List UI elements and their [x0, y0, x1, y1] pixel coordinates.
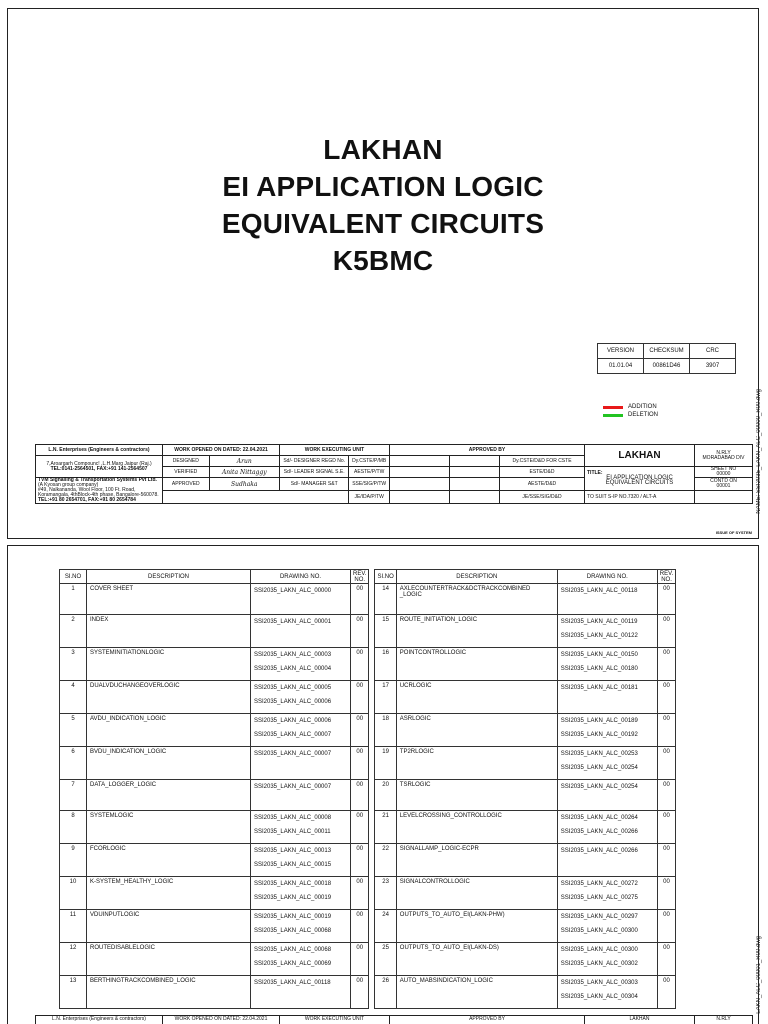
title-text: EI APPLICATION LOGIC [606, 475, 673, 481]
signature-designed: Arun [209, 456, 279, 467]
table-row [60, 877, 676, 910]
rev-cell: 00 [657, 615, 675, 648]
approve-cell-4 [450, 467, 500, 478]
weu-row-3: SSE/SIG/P/TW [349, 478, 390, 491]
drawing-no-cell [251, 910, 351, 943]
approver-row-4: JE/SSE/SIG/D&D [500, 491, 585, 504]
index-sheet [7, 545, 762, 1024]
col-sino-left: SI.NO [60, 570, 87, 584]
drawing-no-cell [557, 615, 657, 648]
company2-name: TVM Signalling & Transportation Systems Pvt Ltd. [38, 477, 157, 483]
drawing-no-cell [557, 747, 657, 780]
drawing-no-cell [251, 844, 351, 877]
drawing-number: SSI2035_LAKN_ALC_00068 [254, 928, 332, 934]
sheet-no: 00000 [716, 471, 731, 477]
sheet-no-cell [695, 467, 753, 478]
description-cell: SYSTEMLOGIC [87, 811, 251, 844]
table-row [60, 714, 676, 747]
drawing-no-cell [251, 943, 351, 976]
drawing-number: SSI2035_LAKN_ALC_00180 [560, 666, 638, 672]
table-row [60, 910, 676, 943]
drawing-number: SSI2035_LAKN_ALC_00300 [560, 947, 638, 953]
sino-cell: 7 [60, 780, 87, 811]
sino-cell: 13 [60, 976, 87, 1009]
project-name: LAKHAN [585, 445, 695, 467]
work-executing-unit: WORK EXECUTING UNIT [280, 445, 390, 456]
description-cell: SIGNALLAMP_LOGIC-ECPR [396, 844, 557, 877]
drawing-no-cell [251, 780, 351, 811]
description-cell: DUALVDUCHANGEOVERLOGIC [87, 681, 251, 714]
sino-cell: 21 [375, 811, 396, 844]
drawing-number: SSI2035_LAKN_ALC_00018 [254, 881, 332, 887]
drawing-no-cell [557, 976, 657, 1009]
contd-label: CONTD ON [710, 478, 737, 484]
cover-sheet [7, 8, 762, 539]
signature-approved: Sudhaka [209, 478, 279, 491]
rev-cell: 00 [351, 910, 369, 943]
sheet-no-label: SHEET NO [710, 466, 737, 472]
index-title-block [35, 1015, 753, 1024]
company2-sub: (A Kyosan group company) [38, 482, 99, 488]
rev-cell: 00 [657, 811, 675, 844]
index-table-body [60, 584, 676, 1009]
drawing-number: SSI2035_LAKN_ALC_00303 [560, 980, 638, 986]
rev-cell: 00 [657, 780, 675, 811]
description-cell: BVDU_INDICATION_LOGIC [87, 747, 251, 780]
index-company1: L.N. Enterprises (Engineers & contractors) [36, 1016, 163, 1024]
sino-cell: 12 [60, 943, 87, 976]
drawing-number: SSI2035_LAKN_ALC_00118 [560, 588, 638, 594]
drawing-no-cell [557, 811, 657, 844]
drawing-number: SSI2035_LAKN_ALC_00275 [560, 895, 638, 901]
rev-cell: 00 [351, 976, 369, 1009]
sino-cell: 10 [60, 877, 87, 910]
rev-cell: 00 [657, 976, 675, 1009]
addition-swatch [603, 406, 623, 409]
rev-cell: 00 [351, 811, 369, 844]
drawing-number: SSI2035_LAKN_ALC_00304 [560, 994, 638, 1000]
table-row [60, 976, 676, 1009]
approver-row-1: Dy.CSTE/D&D FOR CSTE [500, 456, 585, 467]
sino-cell: 11 [60, 910, 87, 943]
description-cell: AUTO_MABSINDICATION_LOGIC [396, 976, 557, 1009]
sino-cell: 24 [375, 910, 396, 943]
crc-header: CRC [690, 344, 736, 359]
drawing-number: SSI2035_LAKN_ALC_00013 [254, 848, 332, 854]
sino-cell: 6 [60, 747, 87, 780]
rev-cell: 00 [657, 877, 675, 910]
description-cell: AXLECOUNTERTRACK&DCTRACKCOMBINED _LOGIC [396, 584, 557, 615]
drawing-number: SSI2035_LAKN_ALC_00001 [254, 619, 332, 625]
table-row [60, 811, 676, 844]
description-cell: COVER SHEET [87, 584, 251, 615]
sino-cell: 3 [60, 648, 87, 681]
table-row [60, 780, 676, 811]
rev-cell: 00 [351, 714, 369, 747]
table-row [60, 615, 676, 648]
approved-by: APPROVED BY [390, 445, 585, 456]
division: MORADABAD DIV [702, 454, 745, 461]
rev-cell: 00 [351, 648, 369, 681]
crc-value: 3907 [690, 359, 736, 374]
drawing-no-cell [251, 648, 351, 681]
legend-deletion [603, 411, 658, 419]
drawing-number: SSI2035_LAKN_ALC_00068 [254, 947, 332, 953]
drawing-no-cell [251, 615, 351, 648]
index-table [59, 569, 676, 1009]
deletion-swatch [603, 414, 623, 417]
sino-cell: 19 [375, 747, 396, 780]
description-cell: TSRLOGIC [396, 780, 557, 811]
description-cell: OUTPUTS_TO_AUTO_EI(LAKN-PHW) [396, 910, 557, 943]
rev-cell: 00 [657, 681, 675, 714]
drawing-number: SSI2035_LAKN_ALC_00192 [560, 732, 638, 738]
rev-cell: 00 [351, 615, 369, 648]
drawing-number: SSI2035_LAKN_ALC_00150 [560, 652, 638, 658]
table-row [60, 747, 676, 780]
legend [603, 403, 658, 419]
rev-cell: 00 [657, 648, 675, 681]
title-label: TITLE: [587, 470, 603, 476]
suit-text: TO SUIT S-IP NO.7320 / ALT-A [585, 491, 695, 504]
system-logo-text: ISSUE OF SYSTEM [715, 530, 752, 535]
drawing-no-cell [557, 910, 657, 943]
signature-verified: Anita Nittaggy [209, 467, 279, 478]
file-name-side-text: NAME: SSI2035_LAKN_ALC_00000_R00.dwg [756, 389, 762, 514]
blank-cell [695, 491, 753, 504]
description-cell: UCRLOGIC [396, 681, 557, 714]
work-opened: WORK OPENED ON DATED: 22.04.2021 [163, 445, 280, 456]
drawing-number: SSI2035_LAKN_ALC_00297 [560, 914, 638, 920]
drawing-no-cell [557, 648, 657, 681]
sd-verified: Sd/- LEADER SIGNAL S.E. [280, 467, 349, 478]
title-line-3: EQUIVALENT CIRCUITS [221, 208, 545, 239]
drawing-number: SSI2035_LAKN_ALC_00118 [254, 980, 331, 986]
drawing-no-cell [557, 943, 657, 976]
description-cell: FCORLOGIC [87, 844, 251, 877]
drawing-no-cell [557, 584, 657, 615]
index-work-opened: WORK OPENED ON DATED: 22.04.2021 [163, 1016, 280, 1024]
checksum-header: CHECKSUM [644, 344, 690, 359]
drawing-number: SSI2035_LAKN_ALC_00181 [560, 685, 638, 691]
drawing-no-cell [557, 844, 657, 877]
rev-cell: 00 [351, 943, 369, 976]
legend-addition [603, 403, 658, 411]
sino-cell: 2 [60, 615, 87, 648]
description-cell: ASRLOGIC [396, 714, 557, 747]
contd-value: 00001 [716, 483, 731, 489]
drawing-number: SSI2035_LAKN_ALC_00266 [560, 848, 638, 854]
approver-row-3: AESTE/D&D [500, 478, 585, 491]
version-table [597, 343, 736, 374]
approve-cell-5 [390, 478, 450, 491]
rev-cell: 00 [657, 714, 675, 747]
sino-cell: 16 [375, 648, 396, 681]
description-cell: BERTHINGTRACKCOMBINED_LOGIC [87, 976, 251, 1009]
approve-cell-7 [390, 491, 450, 504]
drawing-number: SSI2035_LAKN_ALC_00006 [254, 718, 332, 724]
drawing-number: SSI2035_LAKN_ALC_00302 [560, 961, 638, 967]
col-desc-right: DESCRIPTION [396, 570, 557, 584]
drawing-number: SSI2035_LAKN_ALC_00300 [560, 928, 638, 934]
drawing-number: SSI2035_LAKN_ALC_00254 [560, 784, 638, 790]
sd-approved: Sd/- MANAGER S&T [280, 478, 349, 491]
rev-cell: 00 [657, 910, 675, 943]
index-railway: N.RLY [695, 1016, 753, 1024]
addition-label: ADDITION [628, 404, 657, 410]
approve-cell-2 [450, 456, 500, 467]
drawing-number: SSI2035_LAKN_ALC_00005 [254, 685, 332, 691]
description-cell: TP2RLOGIC [396, 747, 557, 780]
drawing-number: SSI2035_LAKN_ALC_00119 [560, 619, 638, 625]
drawing-number: SSI2035_LAKN_ALC_00008 [254, 815, 332, 821]
description-cell: LEVELCROSSING_CONTROLLOGIC [396, 811, 557, 844]
company1-tel: TEL:0141-2564501, FAX:+91 141-2564507 [50, 465, 148, 472]
drawing-number: SSI2035_LAKN_ALC_00011 [254, 829, 331, 835]
title-line-1: LAKHAN [323, 134, 443, 165]
description-cell: POINTCONTROLLOGIC [396, 648, 557, 681]
description-cell: ROUTEDISABLELOGIC [87, 943, 251, 976]
rev-cell: 00 [351, 681, 369, 714]
drawing-number: SSI2035_LAKN_ALC_00006 [254, 699, 332, 705]
drawing-number: SSI2035_LAKN_ALC_00003 [254, 652, 332, 658]
title-block [35, 444, 753, 504]
company2-addr: #49, Nalkananda, Wool Floor, 100 Ft. Road, [38, 487, 136, 493]
company1-addr-line: 7,Aroargarh Compounc! ,L.H.Marg Jaipur (Raj.) [46, 460, 152, 467]
title-line-4: K5BMC [332, 245, 434, 276]
rev-cell: 00 [657, 747, 675, 780]
drawing-number: SSI2035_LAKN_ALC_00015 [254, 862, 332, 868]
col-desc-left: DESCRIPTION [87, 570, 251, 584]
sino-cell: 17 [375, 681, 396, 714]
sino-cell: 15 [375, 615, 396, 648]
drawing-number: SSI2035_LAKN_ALC_00254 [560, 765, 638, 771]
table-row [60, 943, 676, 976]
approve-cell-1 [390, 456, 450, 467]
sino-cell: 14 [375, 584, 396, 615]
sino-cell: 22 [375, 844, 396, 877]
drawing-no-cell [557, 714, 657, 747]
approve-cell-3 [390, 467, 450, 478]
approver-row-2: ESTE/D&D [500, 467, 585, 478]
sino-cell: 4 [60, 681, 87, 714]
index-file-name-side-text: LAKN_ALC_00001_R00.dwg [756, 936, 762, 1014]
drawing-number: SSI2035_LAKN_ALC_00004 [254, 666, 332, 672]
table-row [60, 681, 676, 714]
company2-addr2: Koramangala, 4thBlock-4th phase, Bangalore-560078. [38, 492, 159, 498]
description-cell: AVDU_INDICATION_LOGIC [87, 714, 251, 747]
sino-cell: 23 [375, 877, 396, 910]
description-cell: INDEX [87, 615, 251, 648]
rev-cell: 00 [351, 780, 369, 811]
drawing-number: SSI2035_LAKN_ALC_00189 [560, 718, 638, 724]
checksum-value: 00861D46 [644, 359, 690, 374]
rev-cell: 00 [657, 584, 675, 615]
drawing-no-cell [251, 877, 351, 910]
title-text-2: EQUIVALENT CIRCUITS [605, 480, 674, 486]
drawing-no-cell [251, 584, 351, 615]
sino-cell: 8 [60, 811, 87, 844]
drawing-number: SSI2035_LAKN_ALC_00264 [560, 815, 638, 821]
index-approved-by: APPROVED BY [390, 1016, 585, 1024]
description-cell: ROUTE_INITIATION_LOGIC [396, 615, 557, 648]
drawing-number: SSI2035_LAKN_ALC_00007 [254, 784, 332, 790]
company2-address [36, 478, 163, 504]
railway-block [695, 445, 753, 467]
rev-cell: 00 [351, 877, 369, 910]
rev-cell: 00 [351, 584, 369, 615]
drawing-no-cell [557, 877, 657, 910]
rev-cell: 00 [351, 844, 369, 877]
drawing-number: SSI2035_LAKN_ALC_00122 [560, 633, 638, 639]
col-dwg-right: DRAWING NO. [557, 570, 657, 584]
drawing-no-cell [251, 714, 351, 747]
col-dwg-left: DRAWING NO. [251, 570, 351, 584]
drawing-no-cell [251, 681, 351, 714]
role-verified: VERIFIED [163, 467, 210, 478]
drawing-no-cell [557, 681, 657, 714]
description-cell: VDUINPUTLOGIC [87, 910, 251, 943]
weu-row-4: JE/IDA/P/TW [349, 491, 390, 504]
drawing-number: SSI2035_LAKN_ALC_00007 [254, 751, 332, 757]
sino-cell: 18 [375, 714, 396, 747]
description-cell: SIGNALCONTROLLOGIC [396, 877, 557, 910]
sd-designed: Sd/- DESIGNER REGD No. [280, 456, 349, 467]
drawing-number: SSI2035_LAKN_ALC_00000 [254, 588, 332, 594]
description-cell: OUTPUTS_TO_AUTO_EI(LAKN-DS) [396, 943, 557, 976]
railway: N.RLY [716, 449, 731, 456]
weu-row-1: Dy.CSTE/P/MB [349, 456, 390, 467]
index-weu: WORK EXECUTING UNIT [280, 1016, 390, 1024]
sino-cell: 5 [60, 714, 87, 747]
drawing-number: SSI2035_LAKN_ALC_00069 [254, 961, 332, 967]
drawing-number: SSI2035_LAKN_ALC_00272 [560, 881, 638, 887]
drawing-number: SSI2035_LAKN_ALC_00019 [254, 895, 332, 901]
deletion-label: DELETION [628, 412, 659, 418]
company2-tel: TEL:+91 80 2654701, FAX:+91 80 2654784 [38, 497, 136, 503]
title-line-2: EI APPLICATION LOGIC [222, 171, 544, 202]
version-header: VERSION [598, 344, 644, 359]
index-project: LAKHAN [585, 1016, 695, 1024]
table-row [60, 584, 676, 615]
contd-cell [695, 478, 753, 491]
company1-name: L.N. Enterprises (Engineers & contractors) [36, 445, 163, 456]
sino-cell: 1 [60, 584, 87, 615]
sino-cell: 25 [375, 943, 396, 976]
sino-cell: 26 [375, 976, 396, 1009]
weu-row-2: AESTE/P/TW [349, 467, 390, 478]
role-designed: DESIGNED [163, 456, 210, 467]
drawing-number: SSI2035_LAKN_ALC_00019 [254, 914, 332, 920]
col-rev-right: REV. NO. [657, 570, 675, 584]
approve-cell-6 [450, 478, 500, 491]
drawing-no-cell [251, 747, 351, 780]
col-sino-right: SI.NO [375, 570, 396, 584]
table-row [60, 648, 676, 681]
cover-title [8, 131, 758, 279]
rev-cell: 00 [351, 747, 369, 780]
sino-cell: 20 [375, 780, 396, 811]
rev-cell: 00 [657, 844, 675, 877]
company1-address [36, 456, 163, 478]
sino-cell: 9 [60, 844, 87, 877]
description-cell: K-SYSTEM_HEALTHY_LOGIC [87, 877, 251, 910]
description-cell: SYSTEMINITIATIONLOGIC [87, 648, 251, 681]
drawing-no-cell [557, 780, 657, 811]
role-approved: APPROVED [163, 478, 210, 491]
drawing-no-cell [251, 811, 351, 844]
drawing-no-cell [251, 976, 351, 1009]
description-cell: DATA_LOGGER_LOGIC [87, 780, 251, 811]
title-cell [585, 467, 695, 491]
rev-cell: 00 [657, 943, 675, 976]
drawing-number: SSI2035_LAKN_ALC_00007 [254, 732, 332, 738]
blank-row [163, 491, 349, 504]
drawing-number: SSI2035_LAKN_ALC_00253 [560, 751, 638, 757]
approve-cell-8 [450, 491, 500, 504]
col-rev-left: REV. NO. [351, 570, 369, 584]
drawing-number: SSI2035_LAKN_ALC_00266 [560, 829, 638, 835]
table-row [60, 844, 676, 877]
version-value: 01.01.04 [598, 359, 644, 374]
